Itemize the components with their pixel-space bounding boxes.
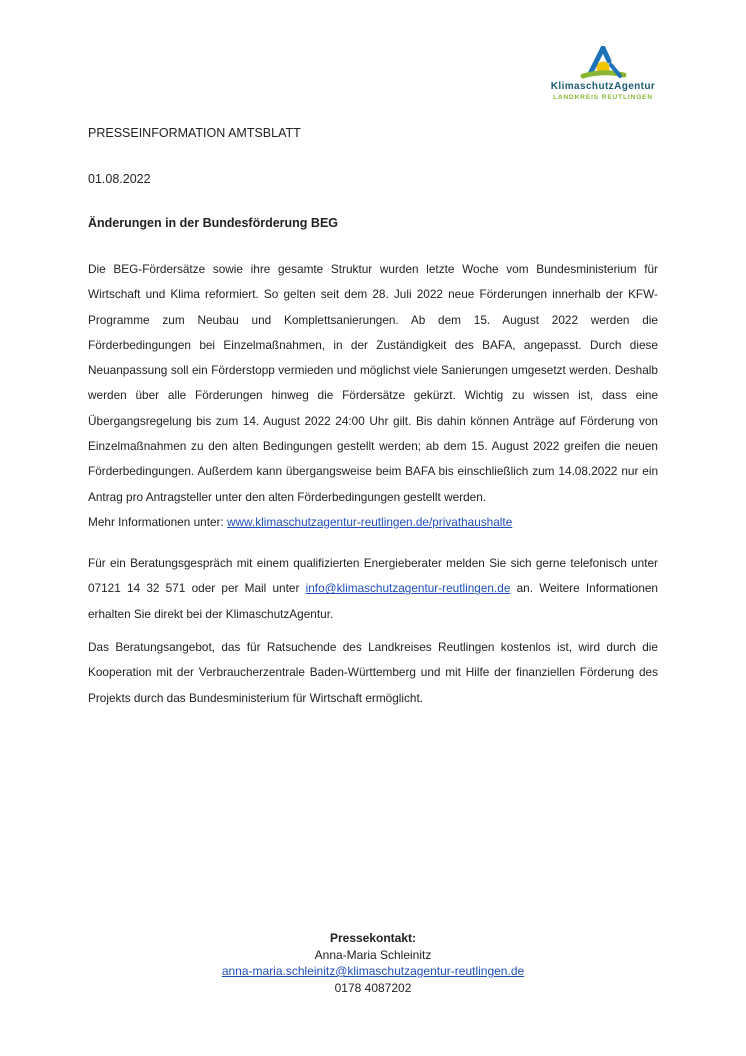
paragraph-funding-changes [88, 257, 658, 535]
privathaushalte-link[interactable]: www.klimaschutzagentur-reutlingen.de/privathaushalte [227, 514, 513, 529]
contact-name: Anna-Maria Schleinitz [314, 947, 432, 962]
logo-name: KlimaschutzAgentur [550, 81, 656, 92]
press-contact [0, 930, 746, 996]
paragraph-text: Für ein Beratungsgespräch mit einem qualifizierten Energieberater melden Sie sich gerne telefonisch unter 07121 14 32 571 oder per Mail unter [88, 556, 658, 596]
paragraph-text: an. Weitere Informationen erhalten Sie direkt bei der KlimaschutzAgentur. [88, 581, 658, 621]
info-email-link[interactable]: info@klimaschutzagentur-reutlingen.de [305, 581, 511, 596]
more-info-text: Mehr Informationen unter: [88, 514, 224, 529]
contact-phone: 0178 4087202 [334, 980, 412, 995]
contact-title: Pressekontakt: [329, 931, 417, 945]
klimaschutzagentur-logo [536, 46, 670, 102]
press-label: PRESSEINFORMATION AMTSBLATT [88, 126, 301, 140]
page-title: Änderungen in der Bundesförderung BEG [88, 216, 339, 230]
logo-subtitle: LANDKREIS REUTLINGEN [553, 94, 653, 101]
contact-email-link[interactable]: anna-maria.schleinitz@klimaschutzagentur-reutlingen.de [221, 964, 525, 978]
paragraph-offer: Das Beratungsangebot, das für Ratsuchende des Landkreises Reutlingen kostenlos ist, wird durch die Kooperation mit der Verbraucherzentrale Baden-Württemberg und mit Hilfe der finanziellen Förderung des Projekts durch das Bundesministerium für Wirtschaft ermöglicht. [88, 640, 658, 705]
press-date: 01.08.2022 [88, 172, 151, 186]
logo-mark-icon [576, 46, 630, 80]
paragraph-text: Die BEG-Fördersätze sowie ihre gesamte Struktur wurden letzte Woche vom Bundesministerium für Wirtschaft und Klima reformiert. So gelten seit dem 28. Juli 2022 neue Förderungen innerhalb der KFW-Programme zum Neubau und Komplettsanierungen. Ab dem 15. August 2022 werden die Förderbedingungen bei Einzelmaßnahmen, in der Zuständigkeit des BAFA, angepasst. Durch diese Neuanpassung soll ein Förderstopp vermieden und möglichst viele Sanierungen umgesetzt werden. Deshalb werden über alle Förderungen hinweg die Fördersätze gekürzt. Wichtig zu wissen ist, dass eine Übergangsregelung bis zum 14. August 2022 24:00 Uhr gilt. Bis dahin können Anträge auf Förderung von Einzelmaßnahmen zu den alten Bedingungen gestellt werden; ab dem 15. August 2022 greifen die neuen Förderbedingungen. Außerdem kann übergangsweise beim BAFA bis einschließlich zum 14.08.2022 nur ein Antrag pro Antragsteller unter den alten Förderbedingungen gestellt werden. [88, 262, 658, 504]
paragraph-consultation [88, 551, 658, 627]
